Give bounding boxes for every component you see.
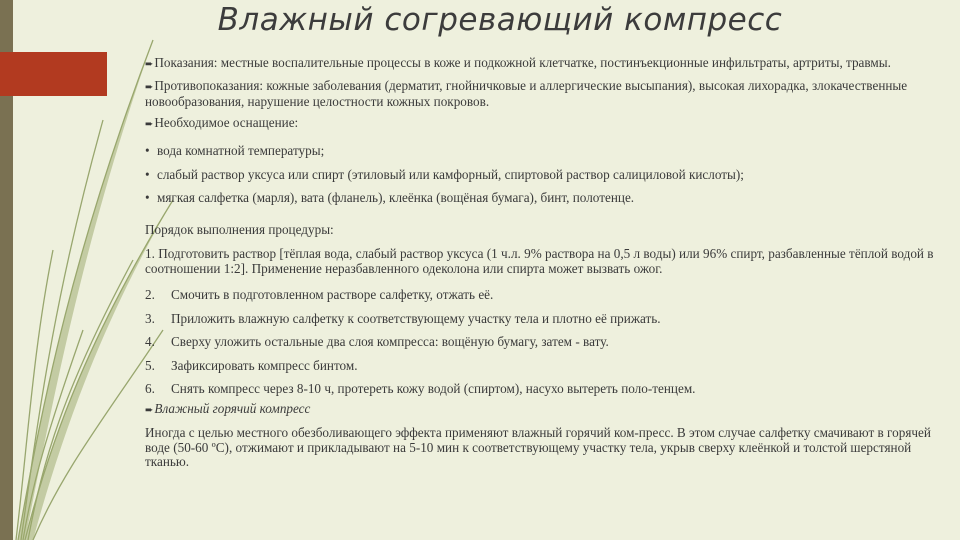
procedure-heading: Порядок выполнения процедуры: [145, 221, 334, 237]
contraindications-text: Противопоказания: кожные заболевания (дерматит, гнойничковые и аллергические высыпания), высокая лихорадка, злокачественные новообразования, нарушение целостности кожных покровов. [145, 77, 908, 109]
equipment-heading [145, 116, 945, 133]
equipment-heading-text: Необходимое оснащение: [154, 114, 299, 130]
indications-paragraph [145, 56, 945, 73]
step-1: 1. Подготовить раствор [тёплая вода, слабый раствор уксуса (1 ч.л. 9% раствора на 0,5 л воды) или 96% спирт, разбавленные тёплой водой в соотношении 1:2]. Применение неразбавленного одеколона или спирта может вызвать ожог. [145, 246, 934, 276]
equipment-item: • вода комнатной температуры; [145, 143, 325, 158]
indications-text: Показания: местные воспалительные процессы в коже и подкожной клетчатке, постинъекционные инфильтраты, артриты, травмы. [154, 55, 891, 70]
equipment-item: • слабый раствор уксуса или спирт (этиловый или камфорный, спиртовой раствор салициловой кислоты); [145, 166, 744, 182]
arrow-bullet-icon: ➨ [145, 81, 154, 93]
step-item: 6. Снять компресс через 8-10 ч, протереть кожу водой (спиртом), насухо вытереть поло-тенцем. [145, 381, 696, 396]
arrow-bullet-icon: ➨ [145, 59, 154, 70]
bullet-dot-icon: • [145, 143, 150, 158]
bullet-dot-icon: • [145, 190, 150, 205]
arrow-bullet-icon: ➨ [145, 118, 154, 130]
hot-compress-text: Иногда с целью местного обезболивающего эффекта применяют влажный горячий ком-пресс. В этом случае салфетку смачивают в горячей воде (50-60 ºС), отжимают и прикладывают на 5-10 мин к соответствующему участку тела, укрыв сверху клеёнкой и толстой шерстяной тканью. [145, 425, 931, 469]
bullet-dot-icon: • [145, 166, 150, 182]
slide-title: Влажный согревающий компресс [217, 2, 783, 38]
contraindications-paragraph [145, 79, 945, 110]
slide-content [145, 56, 945, 474]
step-item: 4. Сверху уложить остальные два слоя компресса: вощёную бумагу, затем - вату. [145, 334, 609, 349]
equipment-item: • мягкая салфетка (марля), вата (фланель), клеёнка (вощёная бумага), бинт, полотенце. [145, 190, 635, 205]
step-item: 2. Смочить в подготовленном растворе салфетку, отжать её. [145, 287, 494, 302]
step-item: 5. Зафиксировать компресс бинтом. [145, 357, 358, 373]
arrow-bullet-icon: ➨ [145, 404, 154, 416]
step-item: 3. Приложить влажную салфетку к соответствующему участку тела и плотно её прижать. [145, 310, 661, 326]
hot-compress-heading: ➨Влажный горячий компресс [145, 400, 311, 416]
